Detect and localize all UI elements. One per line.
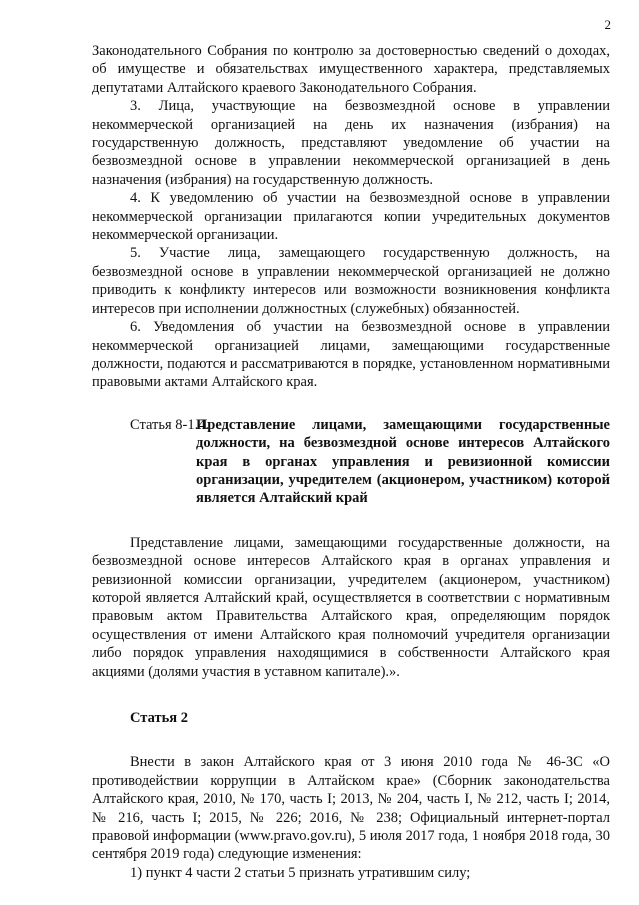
paragraph-item-6: 6. Уведомления об участии на безвозмездной основе в управлении некоммерческой организацией лицами, замещающими государственные должности, подаются и рассматриваются в порядке, установленном нормативными правовыми актами Алтайского края. [92, 319, 610, 391]
page-number: 2 [604, 17, 611, 32]
spacer [92, 727, 610, 753]
article-8-1-4-text: Представление лицами, замещающими государственные должности, на безвозмездной основе интересов Алтайского края в органах управления и ревизионной комиссии организации, учредителем (акционером, участником) которой является Алтайский край, осуществляется в соответствии с нормативным правовым актом Правительства Алтайского края, определяющим порядок осуществления от имени Алтайского края полномочий учредителя организации либо порядок управления находящимися в собственности Алтайского края акциями (долями участия в уставном капитале).». [92, 534, 610, 680]
paragraph-item-4: 4. К уведомлению об участии на безвозмездной основе в управлении некоммерческой организации прилагаются копии учредительных документов некоммерческой организации. [92, 190, 610, 244]
article-label: Статья 8-1.4. [130, 416, 210, 433]
paragraph-item-5: 5. Участие лица, замещающего государственную должность, на безвозмездной основе в управлении некоммерческой организацией не должно приводить к конфликту интересов или возможности возникновения конфликта интересов при исполнении должностных (служебных) обязанностей. [92, 245, 610, 317]
paragraph-item-3: 3. Лица, участвующие на безвозмездной основе в управлении некоммерческой организацией на день их назначения (избрания) на государственную должность, представляют уведомление об участии на безвозмездной основе в управлении некоммерческой организацией в день назначения (избрания) на государственную должность. [92, 98, 610, 188]
document-body [92, 42, 610, 882]
article-title: Представление лицами, замещающими государственные должности, на безвозмездной основе интересов Алтайского края в органах управления и ревизионной комиссии организации, учредителем (акционером, участником) которой является Алтайский край [196, 416, 610, 507]
article-2-heading: Статья 2 [130, 710, 188, 726]
spacer [92, 508, 610, 534]
paragraph-continuation: Законодательного Собрания по контролю за достоверностью сведений о доходах, об имуществе и обязательствах имущественного характера, представляемых депутатами Алтайского краевого Законодательного Собрания. [92, 43, 610, 96]
article-8-1-4-heading [92, 416, 610, 508]
article-2-intro: Внести в закон Алтайского края от 3 июня 2010 года № 46-ЗС «О противодействии коррупции в Алтайском крае» (Сборник законодательства Алтайского края, 2010, № 170, часть I; 2013, № 204, часть I, № 212, часть I; 2014, № 216, часть I; 2015, № 226; 2016, № 238; Официальный интернет-портал правовой информации (www.pravo.gov.ru), 5 июля 2017 года, 1 ноября 2018 года, 30 сентября 2019 года) следующие изменения: [92, 754, 610, 863]
spacer [92, 681, 610, 709]
article-2-item-1: 1) пункт 4 части 2 статьи 5 признать утратившим силу; [130, 864, 471, 881]
